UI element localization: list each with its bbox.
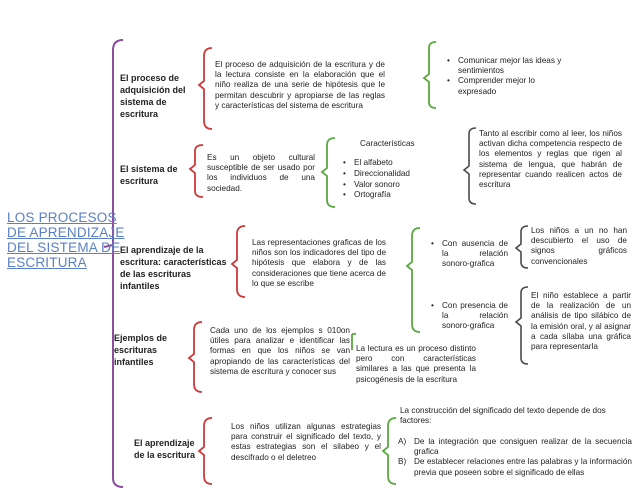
- bracket-relacion: [407, 228, 420, 332]
- caracteristicas-label: Características: [360, 139, 415, 148]
- caracteristicas-list: [340, 158, 440, 201]
- bracket-proceso: [199, 48, 212, 129]
- presencia-item: [428, 301, 508, 332]
- ejemplos-desc: Cada uno de los ejemplos s 010on útiles para analizar e identificar las formas en que los niños se van apropiando de las características del sistema de escritura y conocer sus: [210, 326, 350, 376]
- list-item: [384, 457, 632, 477]
- proceso-bullets: [444, 56, 562, 97]
- list-item: • Con presencia de la relación sonoro-grafica: [428, 301, 508, 332]
- sistema-desc: Es un objeto cultural susceptible de ser usado por los individuos de una sociedad.: [207, 153, 315, 193]
- list-item: • El alfabeto: [340, 158, 440, 169]
- factores-intro: La construcción del significado del texto depende de dos factores:: [400, 406, 606, 426]
- presencia-note: El niño establece a partir de la realización de un análisis de tipo silábico de la emisión oral, y al asignar a cada sílaba una gráfica para representarla: [531, 291, 631, 352]
- list-item: • Comprender mejor lo expresado: [444, 76, 562, 96]
- list-item: • Direccionalidad: [340, 169, 440, 180]
- bracket-proceso-bullets: [424, 42, 436, 108]
- proceso-desc: El proceso de adquisición de la escritura y de la lectura consiste en la elaboración que el niño realiza de una serie de hipótesis que le permitan descubrir y apropiarse de las reglas y características del sistema de escritura: [215, 60, 385, 110]
- list-item: • Ortografía: [340, 190, 440, 201]
- ausencia-item: [428, 239, 508, 270]
- list-item: • Con ausencia de la relación sonoro-grafica: [428, 239, 508, 270]
- bracket-ausencia: [516, 226, 528, 268]
- ejemplos-note: La lectura es un proceso distinto pero con características similares a las que presenta la psicogénesis de la escritura: [356, 344, 476, 384]
- list-marker: A): [398, 437, 407, 446]
- aprendizaje-lectura-desc: Las representaciones graficas de los niños son los indicadores del tipo de hipótesis que elabora y de las consideraciones que tiene acerca de lo que se escribe: [252, 238, 386, 288]
- main-title-line: ESCRITURA: [7, 255, 87, 270]
- list-item: [384, 437, 632, 457]
- list-marker: B): [398, 457, 407, 467]
- sistema-note: Tanto al escribir como al leer, los niños activan dicha competencia respecto de los elementos y reglas que rigen al sistema de lengua, que habrán de representar cuando realicen actos de escritura: [479, 129, 622, 190]
- sistema-title: El sistema de escritura: [120, 164, 178, 186]
- bracket-presencia: [516, 287, 528, 364]
- list-item: • Valor sonoro: [340, 180, 440, 191]
- list-item: • Comunicar mejor las ideas y sentimientos: [444, 56, 562, 76]
- main-title-line: LOS PROCESOS: [7, 210, 117, 225]
- ausencia-note: Los niños a un no han descubierto el uso de signos gráficos convencionales: [531, 226, 627, 266]
- factores-list: [384, 437, 632, 478]
- list-item-text: De establecer relaciones entre las palabras y la información previa que poseen sobre el significado de ellas: [414, 457, 632, 477]
- aprendizaje-desc: Los niños utilizan algunas estrategias para construir el significado del texto, y estas estrategias son el silabeo y el descifrado o el deletreo: [231, 422, 381, 462]
- main-title-line: DEL SISTEMA DE: [7, 240, 121, 255]
- aprendizaje-title: El aprendizaje de la escritura: [134, 438, 196, 460]
- ejemplos-title: Ejemplos de escrituras infantiles: [114, 333, 168, 367]
- list-item-text: De la integración que consiguen realizar de la secuencia grafica: [414, 437, 632, 457]
- proceso-title: El proceso de adquisición del sistema de escritura: [120, 73, 186, 119]
- bracket-sistema-note: [464, 128, 476, 204]
- main-title: [7, 210, 135, 270]
- bracket-aprendizaje-lectura: [232, 226, 245, 297]
- bracket-caracteristicas: [322, 138, 335, 207]
- aprendizaje-lectura-title: El aprendizaje de la escritura: características de las escrituras infantiles: [120, 245, 227, 291]
- main-title-line: DE APRENDIZAJE: [7, 225, 125, 240]
